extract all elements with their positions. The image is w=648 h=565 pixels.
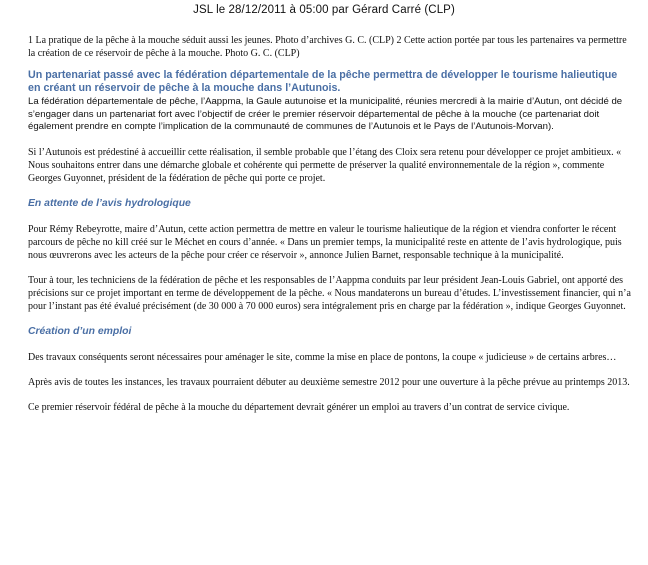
article-title: Un partenariat passé avec la fédération départementale de la pêche permettra de développer le tourisme halieutique en créant un réservoir de pêche à la mouche dans l’Autunois. <box>28 69 618 94</box>
article-paragraph-1: Si l’Autunois est prédestiné à accueillir cette réalisation, il semble probable que l’étang des Cloix sera retenu pour développer ce projet ambitieux. « Nous souhaitons entrer dans une démarche globale et cohérente qui permette de préserver la qualité environnementale de la région », commente Georges Guyonnet, président de la fédération de pêche qui porte ce projet. <box>28 146 622 184</box>
article-paragraph-2: Pour Rémy Rebeyrotte, maire d’Autun, cette action permettra de mettre en valeur le tourisme halieutique de la région et viendra conforter le récent parcours de pêche no kill créé sur le Méchet en cours d’année. « Dans un premier temps, la municipalité reste en attente de l’avis hydrologique, puis nous œuvrerons avec les acteurs de la pêche pour créer ce réservoir », annonce Julien Barnet, responsable technique à la municipalité. <box>28 223 622 261</box>
article-paragraph-4: Des travaux conséquents seront nécessaires pour aménager le site, comme la mise en place de pontons, la coupe « judicieuse » de certains arbres… <box>28 351 617 363</box>
article-intro: La fédération départementale de pêche, l’Aappma, la Gaule autunoise et la municipalité, réunies mercredi à la mairie d’Autun, ont décidé de s’engager dans un partenariat fort avec l’objectif de créer le premier réservoir départemental de pêche à la mouche (ce partenariat doit également prendre en compte l’implication de la communauté de communes de l’Autunois et le Pays de l’Autunois-Morvan). <box>28 96 623 133</box>
subheading-job-creation: Création d’un emploi <box>28 325 132 337</box>
article-paragraph-6: Ce premier réservoir fédéral de pêche à la mouche du département devrait générer un emploi au travers d’un contrat de service civique. <box>28 401 570 413</box>
article-paragraph-5: Après avis de toutes les instances, les travaux pourraient débuter au deuxième semestre 2012 pour une ouverture à la pêche prévue au printemps 2013. <box>28 376 630 388</box>
subheading-hydrological-review: En attente de l’avis hydrologique <box>28 197 191 209</box>
article-byline: JSL le 28/12/2011 à 05:00 par Gérard Carré (CLP) <box>193 4 455 16</box>
article-body <box>28 34 632 426</box>
photo-caption: 1 La pratique de la pêche à la mouche séduit aussi les jeunes. Photo d’archives G. C. (CLP) 2 Cette action portée par tous les partenaires va permettre la création de ce réservoir de pêche à la mouche. Photo G. C. (CLP) <box>28 35 627 59</box>
article-paragraph-3: Tour à tour, les techniciens de la fédération de pêche et les responsables de l’Aappma conduits par leur président Jean-Louis Gabriel, ont apporté des précisions sur ce projet important en terme de développement de la pêche. « Nous mandaterons un bureau d’études. L’investissement financier, qui n’a pour l’instant pas été évalué précisément (de 30 000 à 70 000 euros) sera intégralement pris en charge par la fédération », indique Georges Guyonnet. <box>28 274 631 312</box>
